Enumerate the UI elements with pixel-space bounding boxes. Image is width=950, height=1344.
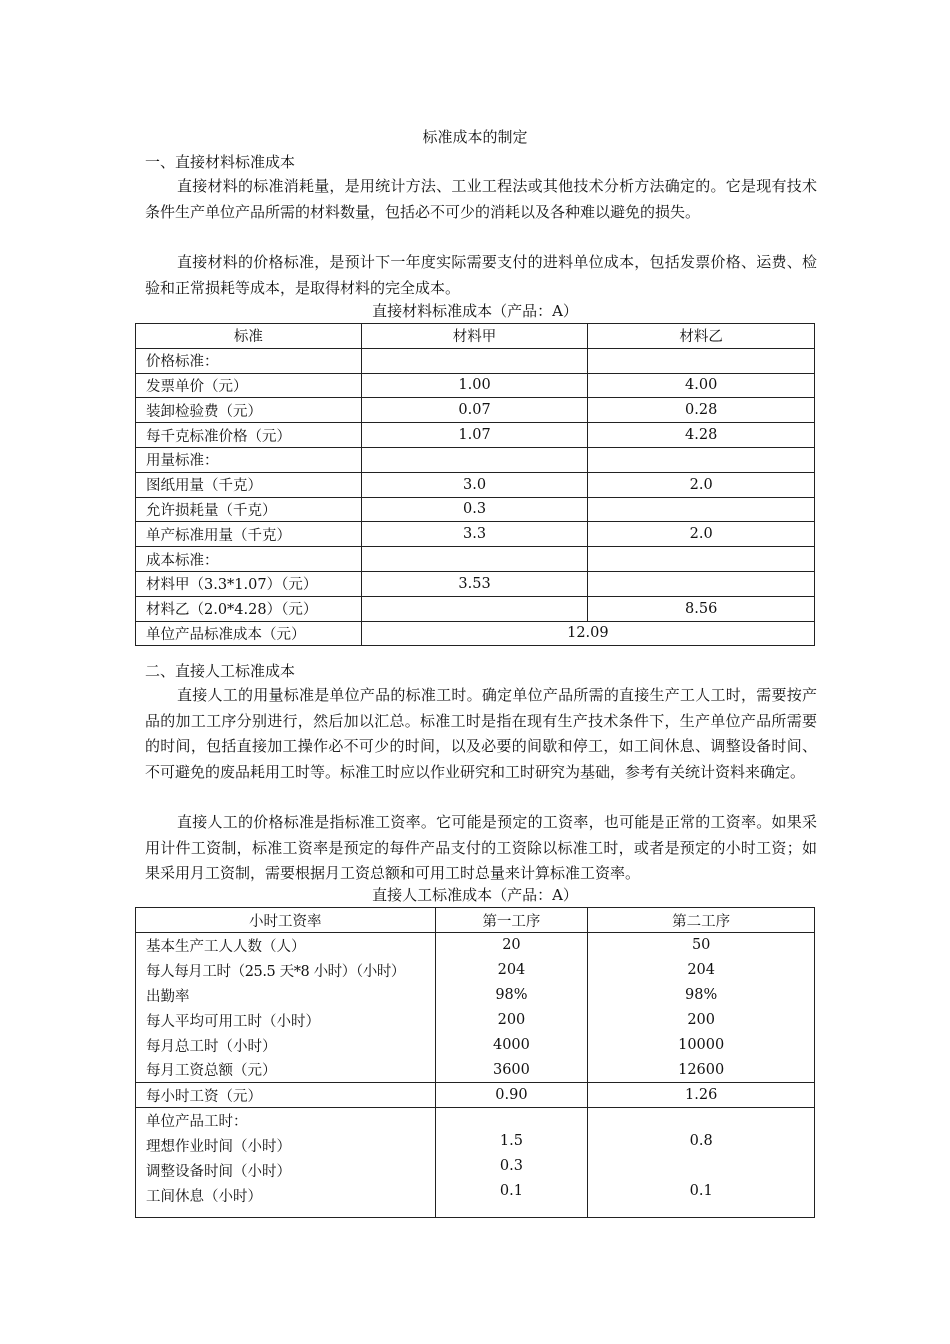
row-label: 每小时工资（元） — [136, 1083, 436, 1108]
unit-hours-step-2 — [588, 1108, 815, 1218]
cell-material-a: 3.3 — [361, 522, 588, 547]
cell-step-2: 200 — [588, 1008, 815, 1033]
cell-step-1: 20 — [435, 933, 588, 958]
total-value: 12.09 — [361, 621, 814, 646]
cell-material-a — [361, 596, 588, 621]
break-time-label: 工间休息（小时） — [146, 1189, 262, 1205]
table-header-row — [136, 908, 815, 933]
header-cell: 小时工资率 — [136, 908, 436, 933]
table-row — [136, 398, 815, 423]
hourly-wage-row — [136, 1083, 815, 1108]
table-row — [136, 547, 815, 572]
ideal-time-step-2: 0.8 — [689, 1133, 713, 1149]
row-label: 单产标准用量（千克） — [136, 522, 362, 547]
cell-material-a — [361, 348, 588, 373]
labor-table-caption: 直接人工标准成本（产品：A） — [372, 886, 578, 904]
table-row — [136, 472, 815, 497]
cell-material-a: 0.07 — [361, 398, 588, 423]
document-title: 标准成本的制定 — [422, 128, 528, 146]
cell-step-1: 0.90 — [435, 1083, 588, 1108]
unit-hours-heading: 单位产品工时： — [146, 1114, 248, 1130]
cell-step-1: 98% — [435, 983, 588, 1008]
cell-material-a: 3.53 — [361, 571, 588, 596]
table-row — [136, 983, 815, 1008]
cell-material-b: 4.00 — [588, 373, 815, 398]
cell-material-b: 0.28 — [588, 398, 815, 423]
cell-material-b — [588, 447, 815, 472]
cell-material-a: 0.3 — [361, 497, 588, 522]
labor-paragraph-2: 直接人工的价格标准是指标准工资率。它可能是预定的工资率，也可能是正常的工资率。如果采用计件工资制，标准工资率是预定的每件产品支付的工资除以标准工时，或者是预定的小时工资；如果采用月工资制，需要根据月工资总额和可用工时总量来计算标准工资率。 — [145, 813, 817, 882]
cell-material-b: 8.56 — [588, 596, 815, 621]
row-label: 用量标准： — [136, 447, 362, 472]
cell-step-2: 204 — [588, 958, 815, 983]
materials-paragraph-2: 直接材料的价格标准，是预计下一年度实际需要支付的进料单位成本，包括发票价格、运费、检验和正常损耗等成本，是取得材料的完全成本。 — [145, 253, 817, 297]
cell-step-2: 98% — [588, 983, 815, 1008]
row-label: 出勤率 — [136, 983, 436, 1008]
table-row — [136, 596, 815, 621]
total-label: 单位产品标准成本（元） — [136, 621, 362, 646]
table-row — [136, 571, 815, 596]
row-label: 每月工资总额（元） — [136, 1058, 436, 1083]
table-header-row — [136, 324, 815, 349]
labor-standard-cost-table — [135, 907, 815, 1218]
table-row — [136, 423, 815, 448]
cell-step-2: 10000 — [588, 1033, 815, 1058]
cell-step-1: 4000 — [435, 1033, 588, 1058]
row-label: 材料甲（3.3*1.07）（元） — [136, 571, 362, 596]
section-heading-materials: 一、直接材料标准成本 — [145, 153, 296, 171]
labor-paragraph-1: 直接人工的用量标准是单位产品的标准工时。确定单位产品所需的直接生产工人工时，需要按产品的加工工序分别进行，然后加以汇总。标准工时是指在现有生产技术条件下，生产单位产品所需要的时间，包括直接加工操作必不可少的时间，以及必要的间歇和停工，如工间休息、调整设备时间、不可避免的废品耗用工时等。标准工时应以作业研究和工时研究为基础，参考有关统计资料来确定。 — [145, 686, 817, 781]
section-heading-labor: 二、直接人工标准成本 — [145, 662, 296, 680]
row-label: 基本生产工人人数（人） — [136, 933, 436, 958]
cell-step-1: 200 — [435, 1008, 588, 1033]
unit-hours-labels — [136, 1108, 436, 1218]
cell-material-a — [361, 547, 588, 572]
row-label: 图纸用量（千克） — [136, 472, 362, 497]
table-row — [136, 497, 815, 522]
row-label: 允许损耗量（千克） — [136, 497, 362, 522]
table-row — [136, 958, 815, 983]
cell-step-1: 204 — [435, 958, 588, 983]
cell-step-2: 1.26 — [588, 1083, 815, 1108]
table-row — [136, 1058, 815, 1083]
table-row — [136, 373, 815, 398]
cell-material-b: 2.0 — [588, 522, 815, 547]
cell-material-b — [588, 571, 815, 596]
row-label: 成本标准： — [136, 547, 362, 572]
break-time-step-2: 0.1 — [689, 1183, 713, 1199]
header-cell: 标准 — [136, 324, 362, 349]
materials-table-caption: 直接材料标准成本（产品：A） — [372, 302, 578, 320]
table-row — [136, 348, 815, 373]
row-label: 每千克标准价格（元） — [136, 423, 362, 448]
cell-material-b: 2.0 — [588, 472, 815, 497]
unit-hours-row — [136, 1108, 815, 1218]
cell-material-b: 4.28 — [588, 423, 815, 448]
cell-material-a: 1.07 — [361, 423, 588, 448]
cell-material-a: 3.0 — [361, 472, 588, 497]
row-label: 价格标准： — [136, 348, 362, 373]
cell-step-1: 3600 — [435, 1058, 588, 1083]
cell-material-a: 1.00 — [361, 373, 588, 398]
materials-standard-cost-table — [135, 323, 815, 646]
setup-time-label: 调整设备时间（小时） — [146, 1164, 291, 1180]
materials-paragraph-1: 直接材料的标准消耗量，是用统计方法、工业工程法或其他技术分析方法确定的。它是现有技术条件生产单位产品所需的材料数量，包括必不可少的消耗以及各种难以避免的损失。 — [145, 177, 817, 221]
row-label: 每人平均可用工时（小时） — [136, 1008, 436, 1033]
ideal-time-step-1: 1.5 — [499, 1133, 523, 1149]
cell-material-b — [588, 547, 815, 572]
table-row — [136, 522, 815, 547]
header-cell: 第一工序 — [435, 908, 588, 933]
cell-material-b — [588, 348, 815, 373]
ideal-time-label: 理想作业时间（小时） — [146, 1139, 291, 1155]
header-cell: 第二工序 — [588, 908, 815, 933]
row-label: 材料乙（2.0*4.28）（元） — [136, 596, 362, 621]
setup-time-step-2 — [588, 1154, 814, 1179]
header-cell: 材料乙 — [588, 324, 815, 349]
header-cell: 材料甲 — [361, 324, 588, 349]
row-label: 每月总工时（小时） — [136, 1033, 436, 1058]
setup-time-step-1: 0.3 — [499, 1158, 523, 1174]
cell-step-2: 50 — [588, 933, 815, 958]
table-row — [136, 447, 815, 472]
table-row — [136, 1033, 815, 1058]
break-time-step-1: 0.1 — [499, 1183, 523, 1199]
table-row — [136, 1008, 815, 1033]
row-label: 装卸检验费（元） — [136, 398, 362, 423]
cell-material-b — [588, 497, 815, 522]
cell-step-2: 12600 — [588, 1058, 815, 1083]
table-row — [136, 933, 815, 958]
row-label: 发票单价（元） — [136, 373, 362, 398]
row-label: 每人每月工时（25.5 天*8 小时）（小时） — [136, 958, 436, 983]
unit-hours-step-1 — [435, 1108, 588, 1218]
table-total-row — [136, 621, 815, 646]
cell-material-a — [361, 447, 588, 472]
